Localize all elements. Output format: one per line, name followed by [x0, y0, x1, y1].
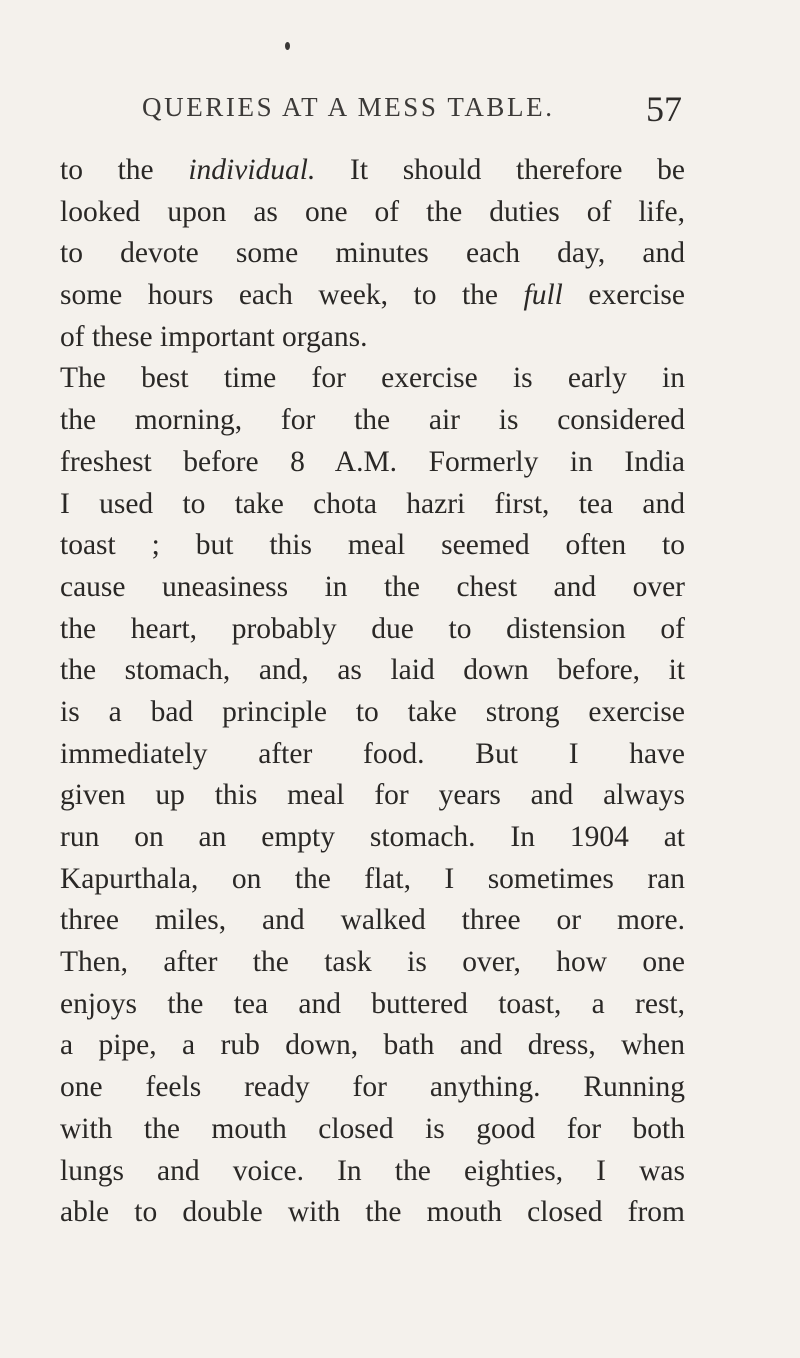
text-line: able to double with the mouth closed from: [60, 1196, 685, 1229]
ink-speck: [285, 42, 290, 50]
italic-word: individual.: [188, 154, 316, 186]
text-line: a pipe, a rub down, bath and dress, when: [60, 1029, 685, 1062]
page-number: 57: [646, 89, 682, 129]
italic-word: full: [523, 279, 563, 312]
text-line: enjoys the tea and buttered toast, a rest,: [60, 987, 685, 1020]
text-line: is a bad principle to take strong exercise: [60, 695, 685, 728]
text-line: one feels ready for anything. Running: [60, 1071, 685, 1104]
text-line: the heart, probably due to distension of: [60, 612, 685, 645]
text-line: toast ; but this meal seemed often to: [60, 529, 685, 562]
text-line: the stomach, and, as laid down before, it: [60, 654, 685, 687]
text-line: immediately after food. But I have: [60, 737, 685, 770]
text-line: Kapurthala, on the flat, I sometimes ran: [60, 862, 685, 895]
body-text: [60, 150, 685, 1234]
text-line: three miles, and walked three or more.: [60, 904, 685, 937]
text-line: freshest before 8 A.M. Formerly in India: [60, 445, 685, 478]
text-line: lungs and voice. In the eighties, I was: [60, 1154, 685, 1187]
paragraph-start-line: The best time for exercise is early in: [60, 362, 685, 395]
text-line: the morning, for the air is considered: [60, 404, 685, 437]
text-line: run on an empty stomach. In 1904 at: [60, 821, 685, 853]
text-line: looked upon as one of the duties of life,: [60, 195, 685, 228]
text-line: cause uneasiness in the chest and over: [60, 570, 685, 603]
running-title: QUERIES AT A MESS TABLE.: [142, 92, 555, 122]
text-line: I used to take chota hazri first, tea and: [60, 487, 685, 520]
text-line: with the mouth closed is good for both: [60, 1112, 685, 1145]
text-line: given up this meal for years and always: [60, 779, 685, 812]
running-head: [142, 88, 682, 128]
text-line: to the individual. It should therefore be: [60, 154, 685, 186]
text-line: Then, after the task is over, how one: [60, 946, 685, 979]
text-line: some hours each week, to the full exercise: [60, 279, 685, 312]
text-line: to devote some minutes each day, and: [60, 237, 685, 270]
text-line: of these important organs.: [60, 320, 368, 353]
